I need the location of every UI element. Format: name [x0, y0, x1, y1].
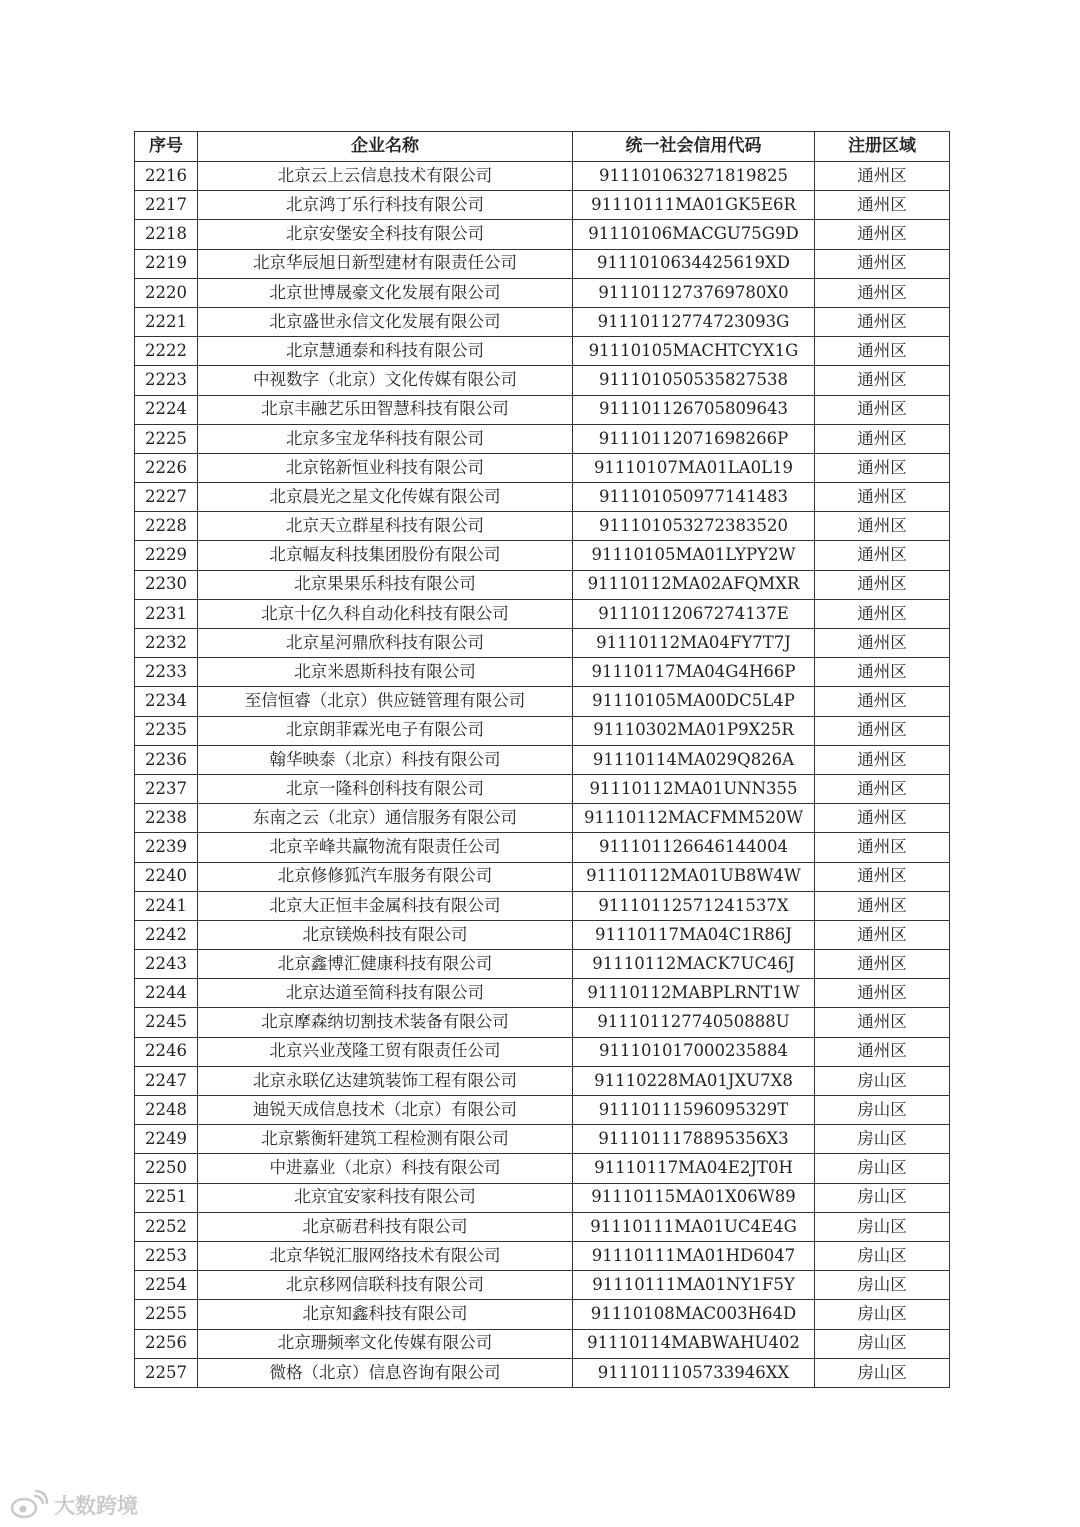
cell-credit-code: 91110112774723093G: [573, 307, 815, 336]
cell-index: 2249: [135, 1125, 198, 1154]
table-row: [135, 1241, 950, 1270]
cell-credit-code: 91110112774050888U: [573, 1008, 815, 1037]
table-row: [135, 220, 950, 249]
cell-region: 房山区: [815, 1241, 950, 1270]
cell-company-name: 北京兴业茂隆工贸有限责任公司: [198, 1037, 573, 1066]
cell-index: 2221: [135, 307, 198, 336]
table-row: [135, 1358, 950, 1387]
cell-index: 2228: [135, 512, 198, 541]
cell-index: 2229: [135, 541, 198, 570]
cell-company-name: 北京辛峰共赢物流有限责任公司: [198, 833, 573, 862]
cell-company-name: 微格（北京）信息咨询有限公司: [198, 1358, 573, 1387]
cell-region: 房山区: [815, 1183, 950, 1212]
cell-company-name: 北京宜安家科技有限公司: [198, 1183, 573, 1212]
table-row: [135, 1125, 950, 1154]
table-row: [135, 395, 950, 424]
cell-company-name: 北京砺君科技有限公司: [198, 1212, 573, 1241]
cell-credit-code: 91110111MA01HD6047: [573, 1241, 815, 1270]
cell-company-name: 北京永联亿达建筑装饰工程有限公司: [198, 1066, 573, 1095]
table-row: [135, 191, 950, 220]
table-row: [135, 278, 950, 307]
cell-company-name: 北京摩森纳切割技术装备有限公司: [198, 1008, 573, 1037]
cell-index: 2219: [135, 249, 198, 278]
cell-index: 2233: [135, 658, 198, 687]
cell-credit-code: 91110105MA01LYPY2W: [573, 541, 815, 570]
cell-region: 房山区: [815, 1125, 950, 1154]
cell-credit-code: 911101050535827538: [573, 366, 815, 395]
cell-company-name: 北京镁焕科技有限公司: [198, 920, 573, 949]
cell-region: 通州区: [815, 891, 950, 920]
header-company-name: 企业名称: [198, 132, 573, 162]
cell-region: 通州区: [815, 337, 950, 366]
cell-credit-code: 91110114MABWAHU402: [573, 1329, 815, 1358]
cell-company-name: 北京多宝龙华科技有限公司: [198, 424, 573, 453]
table-header-row: [135, 132, 950, 162]
cell-index: 2234: [135, 687, 198, 716]
header-credit-code: 统一社会信用代码: [573, 132, 815, 162]
table-row: [135, 716, 950, 745]
table-row: [135, 920, 950, 949]
cell-region: 通州区: [815, 512, 950, 541]
cell-company-name: 东南之云（北京）通信服务有限公司: [198, 804, 573, 833]
cell-region: 通州区: [815, 745, 950, 774]
cell-index: 2224: [135, 395, 198, 424]
cell-company-name: 北京云上云信息技术有限公司: [198, 162, 573, 191]
cell-index: 2239: [135, 833, 198, 862]
cell-credit-code: 91110111MA01NY1F5Y: [573, 1271, 815, 1300]
cell-region: 通州区: [815, 162, 950, 191]
cell-company-name: 北京世博晟豪文化发展有限公司: [198, 278, 573, 307]
table-row: [135, 950, 950, 979]
cell-company-name: 翰华映泰（北京）科技有限公司: [198, 745, 573, 774]
cell-company-name: 北京鸿丁乐行科技有限公司: [198, 191, 573, 220]
cell-index: 2236: [135, 745, 198, 774]
cell-index: 2227: [135, 483, 198, 512]
cell-company-name: 迪锐天成信息技术（北京）有限公司: [198, 1096, 573, 1125]
cell-credit-code: 91110112071698266P: [573, 424, 815, 453]
table-row: [135, 774, 950, 803]
cell-region: 房山区: [815, 1329, 950, 1358]
table-row: [135, 1271, 950, 1300]
cell-region: 通州区: [815, 249, 950, 278]
cell-credit-code: 91110111MA01GK5E6R: [573, 191, 815, 220]
cell-company-name: 北京星河鼎欣科技有限公司: [198, 629, 573, 658]
cell-index: 2217: [135, 191, 198, 220]
cell-credit-code: 91110117MA04C1R86J: [573, 920, 815, 949]
cell-credit-code: 9111011178895356X3: [573, 1125, 815, 1154]
cell-credit-code: 911101063271819825: [573, 162, 815, 191]
table-body: [135, 162, 950, 1388]
table-row: [135, 1154, 950, 1183]
cell-region: 通州区: [815, 658, 950, 687]
cell-credit-code: 91110117MA04G4H66P: [573, 658, 815, 687]
cell-credit-code: 911101126646144004: [573, 833, 815, 862]
table-row: [135, 862, 950, 891]
cell-index: 2257: [135, 1358, 198, 1387]
cell-credit-code: 91110112MA04FY7T7J: [573, 629, 815, 658]
table-row: [135, 307, 950, 336]
table-row: [135, 658, 950, 687]
cell-index: 2216: [135, 162, 198, 191]
cell-credit-code: 91110115MA01X06W89: [573, 1183, 815, 1212]
cell-region: 通州区: [815, 278, 950, 307]
cell-region: 通州区: [815, 629, 950, 658]
cell-credit-code: 91110114MA029Q826A: [573, 745, 815, 774]
watermark-text: 大数跨境: [54, 1494, 138, 1518]
cell-region: 通州区: [815, 687, 950, 716]
cell-credit-code: 911101050977141483: [573, 483, 815, 512]
cell-region: 通州区: [815, 833, 950, 862]
cell-credit-code: 91110112067274137E: [573, 599, 815, 628]
cell-index: 2255: [135, 1300, 198, 1329]
cell-index: 2246: [135, 1037, 198, 1066]
cell-credit-code: 9111010634425619XD: [573, 249, 815, 278]
cell-index: 2253: [135, 1241, 198, 1270]
cell-credit-code: 91110105MACHTCYX1G: [573, 337, 815, 366]
table-row: [135, 512, 950, 541]
table-row: [135, 891, 950, 920]
cell-credit-code: 91110112MA02AFQMXR: [573, 570, 815, 599]
cell-region: 通州区: [815, 424, 950, 453]
cell-credit-code: 91110111MA01UC4E4G: [573, 1212, 815, 1241]
cell-company-name: 北京盛世永信文化发展有限公司: [198, 307, 573, 336]
table-row: [135, 745, 950, 774]
cell-region: 房山区: [815, 1300, 950, 1329]
cell-index: 2256: [135, 1329, 198, 1358]
cell-company-name: 北京珊频率文化传媒有限公司: [198, 1329, 573, 1358]
cell-credit-code: 91110106MACGU75G9D: [573, 220, 815, 249]
cell-index: 2235: [135, 716, 198, 745]
cell-region: 通州区: [815, 191, 950, 220]
cell-credit-code: 9111011273769780X0: [573, 278, 815, 307]
cell-credit-code: 91110105MA00DC5L4P: [573, 687, 815, 716]
cell-region: 通州区: [815, 804, 950, 833]
table-row: [135, 1183, 950, 1212]
cell-company-name: 北京大正恒丰金属科技有限公司: [198, 891, 573, 920]
cell-company-name: 北京移网信联科技有限公司: [198, 1271, 573, 1300]
cell-credit-code: 911101017000235884: [573, 1037, 815, 1066]
table-row: [135, 162, 950, 191]
cell-company-name: 北京丰融艺乐田智慧科技有限公司: [198, 395, 573, 424]
cell-company-name: 至信恒睿（北京）供应链管理有限公司: [198, 687, 573, 716]
cell-region: 通州区: [815, 395, 950, 424]
cell-region: 通州区: [815, 483, 950, 512]
table-row: [135, 337, 950, 366]
cell-index: 2237: [135, 774, 198, 803]
cell-credit-code: 91110112MABPLRNT1W: [573, 979, 815, 1008]
table-row: [135, 979, 950, 1008]
cell-credit-code: 91110112MACK7UC46J: [573, 950, 815, 979]
table-row: [135, 804, 950, 833]
cell-index: 2250: [135, 1154, 198, 1183]
cell-company-name: 北京一隆科创科技有限公司: [198, 774, 573, 803]
cell-region: 通州区: [815, 920, 950, 949]
cell-region: 通州区: [815, 950, 950, 979]
table-row: [135, 1212, 950, 1241]
cell-company-name: 北京达道至简科技有限公司: [198, 979, 573, 1008]
table-row: [135, 833, 950, 862]
cell-index: 2230: [135, 570, 198, 599]
cell-company-name: 北京朗菲霖光电子有限公司: [198, 716, 573, 745]
cell-company-name: 北京十亿久科自动化科技有限公司: [198, 599, 573, 628]
cell-credit-code: 9111011105733946XX: [573, 1358, 815, 1387]
cell-company-name: 北京幅友科技集团股份有限公司: [198, 541, 573, 570]
cell-region: 通州区: [815, 862, 950, 891]
cell-company-name: 北京晨光之星文化传媒有限公司: [198, 483, 573, 512]
cell-region: 通州区: [815, 453, 950, 482]
table-row: [135, 541, 950, 570]
cell-credit-code: 91110112571241537X: [573, 891, 815, 920]
cell-index: 2254: [135, 1271, 198, 1300]
cell-index: 2226: [135, 453, 198, 482]
cell-credit-code: 911101126705809643: [573, 395, 815, 424]
cell-credit-code: 91110107MA01LA0L19: [573, 453, 815, 482]
watermark: [10, 1488, 138, 1522]
table-row: [135, 366, 950, 395]
cell-company-name: 北京慧通泰和科技有限公司: [198, 337, 573, 366]
cell-index: 2222: [135, 337, 198, 366]
cell-region: 房山区: [815, 1066, 950, 1095]
cell-credit-code: 91110112MA01UB8W4W: [573, 862, 815, 891]
table-row: [135, 570, 950, 599]
cell-index: 2238: [135, 804, 198, 833]
cell-credit-code: 911101053272383520: [573, 512, 815, 541]
cell-index: 2225: [135, 424, 198, 453]
cell-region: 通州区: [815, 570, 950, 599]
cell-company-name: 北京华辰旭日新型建材有限责任公司: [198, 249, 573, 278]
cell-credit-code: 91110108MAC003H64D: [573, 1300, 815, 1329]
cell-company-name: 北京果果乐科技有限公司: [198, 570, 573, 599]
cell-region: 通州区: [815, 1008, 950, 1037]
table-row: [135, 599, 950, 628]
cell-company-name: 北京华锐汇服网络技术有限公司: [198, 1241, 573, 1270]
cell-index: 2218: [135, 220, 198, 249]
cell-index: 2248: [135, 1096, 198, 1125]
table-row: [135, 1329, 950, 1358]
cell-credit-code: 91110112MA01UNN355: [573, 774, 815, 803]
cell-company-name: 北京鑫博汇健康科技有限公司: [198, 950, 573, 979]
cell-credit-code: 91110111596095329T: [573, 1096, 815, 1125]
cell-index: 2247: [135, 1066, 198, 1095]
cell-region: 房山区: [815, 1271, 950, 1300]
cell-company-name: 北京修修狐汽车服务有限公司: [198, 862, 573, 891]
cell-region: 通州区: [815, 979, 950, 1008]
table-row: [135, 1096, 950, 1125]
cell-index: 2244: [135, 979, 198, 1008]
table-row: [135, 1008, 950, 1037]
table-row: [135, 1300, 950, 1329]
table-row: [135, 424, 950, 453]
cell-region: 通州区: [815, 774, 950, 803]
cell-region: 通州区: [815, 220, 950, 249]
cell-index: 2241: [135, 891, 198, 920]
cell-company-name: 中进嘉业（北京）科技有限公司: [198, 1154, 573, 1183]
cell-index: 2220: [135, 278, 198, 307]
cell-credit-code: 91110112MACFMM520W: [573, 804, 815, 833]
cell-index: 2243: [135, 950, 198, 979]
cell-credit-code: 91110228MA01JXU7X8: [573, 1066, 815, 1095]
cell-index: 2245: [135, 1008, 198, 1037]
cell-region: 房山区: [815, 1096, 950, 1125]
cell-index: 2252: [135, 1212, 198, 1241]
cell-region: 通州区: [815, 307, 950, 336]
header-index: 序号: [135, 132, 198, 162]
cell-company-name: 北京天立群星科技有限公司: [198, 512, 573, 541]
cell-region: 通州区: [815, 541, 950, 570]
cell-region: 房山区: [815, 1154, 950, 1183]
table-row: [135, 1066, 950, 1095]
cell-index: 2240: [135, 862, 198, 891]
cell-credit-code: 91110117MA04E2JT0H: [573, 1154, 815, 1183]
cell-company-name: 北京铭新恒业科技有限公司: [198, 453, 573, 482]
cell-index: 2232: [135, 629, 198, 658]
enterprise-registry-table: [134, 131, 950, 1388]
header-region: 注册区域: [815, 132, 950, 162]
cell-region: 通州区: [815, 599, 950, 628]
cell-company-name: 北京知鑫科技有限公司: [198, 1300, 573, 1329]
cell-region: 通州区: [815, 1037, 950, 1066]
weibo-logo-icon: [10, 1490, 48, 1520]
cell-company-name: 北京安堡安全科技有限公司: [198, 220, 573, 249]
cell-region: 通州区: [815, 366, 950, 395]
cell-company-name: 北京紫衡轩建筑工程检测有限公司: [198, 1125, 573, 1154]
table-row: [135, 1037, 950, 1066]
cell-region: 房山区: [815, 1358, 950, 1387]
cell-credit-code: 91110302MA01P9X25R: [573, 716, 815, 745]
cell-company-name: 中视数字（北京）文化传媒有限公司: [198, 366, 573, 395]
cell-region: 通州区: [815, 716, 950, 745]
table-row: [135, 687, 950, 716]
table-row: [135, 483, 950, 512]
cell-company-name: 北京米恩斯科技有限公司: [198, 658, 573, 687]
cell-index: 2242: [135, 920, 198, 949]
cell-region: 房山区: [815, 1212, 950, 1241]
table-row: [135, 249, 950, 278]
cell-index: 2231: [135, 599, 198, 628]
cell-index: 2251: [135, 1183, 198, 1212]
cell-index: 2223: [135, 366, 198, 395]
table-row: [135, 629, 950, 658]
table-row: [135, 453, 950, 482]
